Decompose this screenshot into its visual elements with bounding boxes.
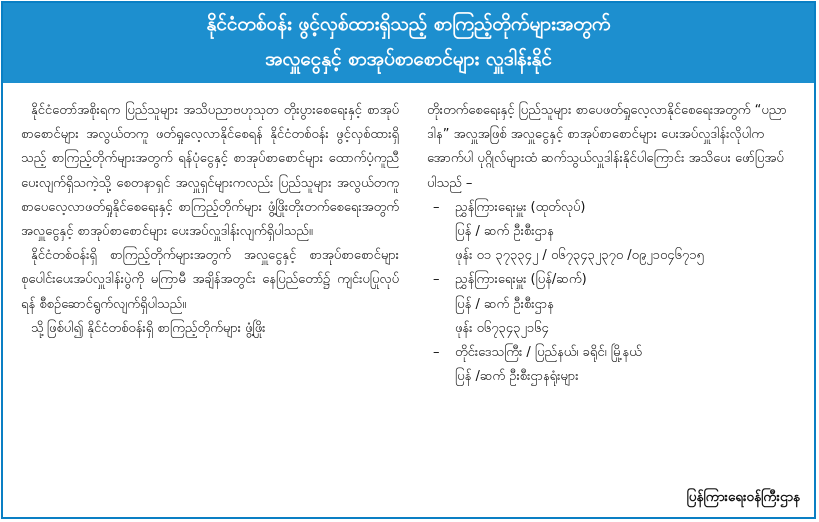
contact-2 bbox=[427, 268, 799, 292]
contact-3 bbox=[427, 341, 799, 365]
contact-dept: ပြန် / ဆက် ဦးစီးဌာန bbox=[455, 296, 554, 312]
contact-dash: – bbox=[433, 345, 440, 361]
title-line-1: နိုင်ငံတစ်ဝန်း ဖွင့်လှစ်ထားရှိသည့် စာကြည့်တိုက်များအတွက် bbox=[206, 13, 611, 35]
contact-dash: – bbox=[433, 199, 440, 215]
contact-title: ညွှန်ကြားရေးမှူး (ပြန်/ဆက်) bbox=[455, 272, 587, 288]
left-column bbox=[21, 99, 399, 341]
contact-dept: ပြန် / ဆက် ဦးစီးဌာန bbox=[455, 224, 554, 240]
right-intro: တိုးတက်စေရေးနှင့် ပြည်သူများ စာပေဖတ်ရှုလေ့လာနိုင်စေရေးအတွက် “ပညာဒါန” အလှူအဖြစ် အလှူငွေနှင့် စာအုပ်စာစောင်များ ပေးအပ်လှူဒါန်းလိုပါက အောက်ပါ ပုဂ္ဂိုလ်များထံ ဆက်သွယ်လှူဒါန်းနိုင်ပါကြောင်း အသိပေး ဖော်ပြအပ်ပါသည် – bbox=[427, 103, 787, 191]
notice-frame bbox=[1, 1, 816, 519]
contact-dept: ပြန် /ဆက် ဦးစီးဌာနရုံးများ bbox=[455, 369, 579, 385]
contact-dash: – bbox=[433, 272, 440, 288]
signature: ပြန်ကြားရေးဝန်ကြီးဌာန bbox=[686, 489, 800, 505]
title-line-2: အလှူငွေနှင့် စာအုပ်စာစောင်များ လှူဒါန်းနိုင် bbox=[265, 48, 552, 70]
paragraph-2: နိုင်ငံတစ်ဝန်းရှိ စာကြည့်တိုက်များအတွက် အလှူငွေနှင့် စာအုပ်စာစောင်များ စုပေါင်းပေးအပ်လှူဒါန်းပွဲကို မကြာမီ အချိန်အတွင်း နေပြည်တော်၌ ကျင်းပပြုလုပ်ရန် စီစဉ်ဆောင်ရွက်လျက်ရှိပါသည်။ bbox=[21, 248, 399, 312]
contact-title: ညွှန်ကြားရေးမှူး (ထုတ်လုပ်) bbox=[455, 199, 586, 215]
contact-phone: ဖုန်း ၀၁ ၃၇၃၃၄၂ / ၀၆၇၃၄၃၂၃၇၀ /၀၉၂၁၀၄၆၇၁၅ bbox=[455, 248, 704, 264]
paragraph-1: နိုင်ငံတော်အစိုးရက ပြည်သူများ အသိပညာဗဟုသုတ တိုးပွားစေရေးနှင့် စာအုပ်စာစောင်များ အလွယ်တကူ ဖတ်ရှုလေ့လာနိုင်စေရန် နိုင်ငံတစ်ဝန်း ဖွင့်လှစ်ထားရှိသည့် စာကြည့်တိုက်များအတွက် ရန်ပုံငွေနှင့် စာအုပ်စာစောင်များ ထောက်ပံ့ကူညီပေးလျက်ရှိသကဲ့သို့ စေတနာရှင် အလှူရှင်များကလည်း ပြည်သူများ အလွယ်တကူ စာပေလေ့လာဖတ်ရှုနိုင်စေရေးနှင့် စာကြည့်တိုက်များ ဖွံ့ဖြိုးတိုးတက်စေရေးအတွက် အလှူငွေနှင့် စာအုပ်စာစောင်များ ပေးအပ်လှူဒါန်းလျက်ရှိပါသည်။ bbox=[21, 103, 399, 240]
right-column bbox=[427, 99, 799, 389]
contact-phone: ဖုန်း ၀၆၇၃၄၃၂၁၆၄ bbox=[455, 320, 549, 336]
notice-header bbox=[3, 3, 814, 83]
contact-1 bbox=[427, 196, 799, 220]
paragraph-3: သို့ဖြစ်ပါ၍ နိုင်ငံတစ်ဝန်းရှိ စာကြည့်တိုက်များ ဖွံ့ဖြိုး bbox=[31, 320, 266, 336]
contact-title: တိုင်းဒေသကြီး / ပြည်နယ်၊ ခရိုင်၊ မြို့နယ် bbox=[455, 345, 642, 361]
